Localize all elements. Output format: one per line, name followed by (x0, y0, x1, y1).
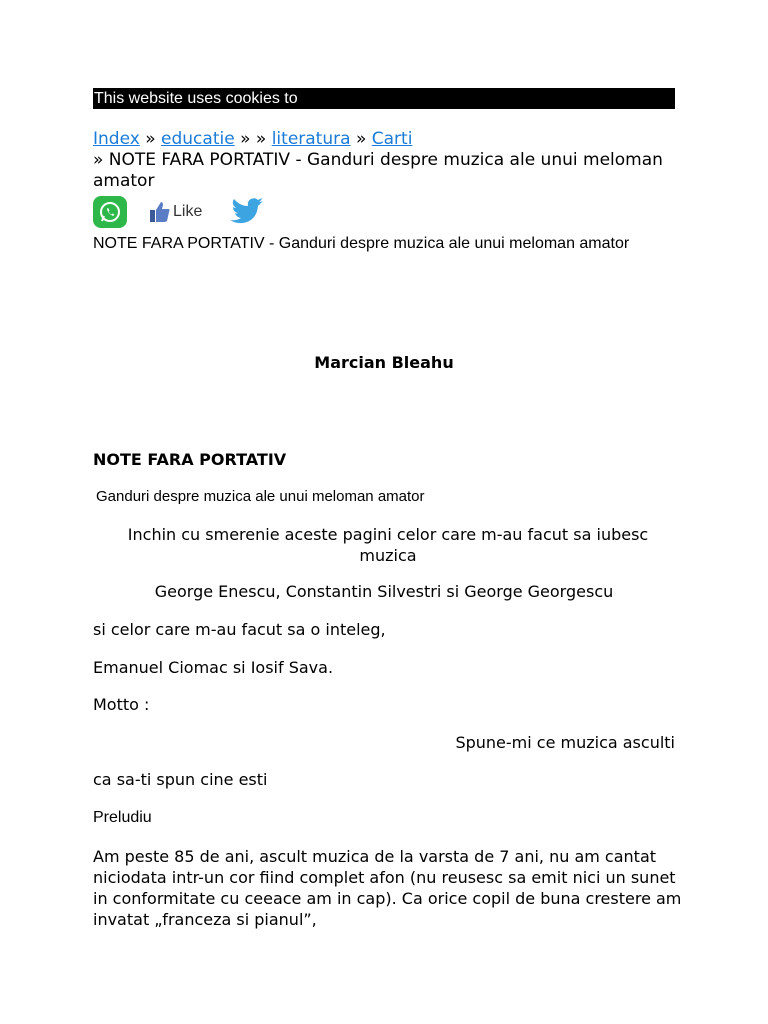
breadcrumb-link-literatura[interactable]: literatura (271, 129, 351, 149)
body-paragraph: Am peste 85 de ani, ascult muzica de la varsta de 7 ani, nu am cantat niciodata intr-un cor fiind complet afon (nu reusesc sa emit nici un sunet in conformitate cu ceeace am in cap). Ca orice copil de buna crestere am invatat „franceza si pianul”, (93, 847, 682, 929)
breadcrumb-link-educatie[interactable]: educatie (161, 129, 235, 149)
breadcrumb-link-carti[interactable]: Carti (371, 129, 413, 149)
motto-line: ca sa-ti spun cine esti (93, 770, 268, 789)
facebook-like-button[interactable] (149, 198, 207, 226)
breadcrumb-current: » NOTE FARA PORTATIV - Ganduri despre muzica ale unui meloman amator (93, 150, 663, 191)
breadcrumb-separator: » (145, 129, 156, 149)
dedication-line: Emanuel Ciomac si Iosif Sava. (93, 658, 334, 677)
dedication-names: George Enescu, Constantin Silvestri si George Georgescu (154, 582, 614, 601)
motto-label: Motto : (93, 695, 150, 714)
cookie-banner: This website uses cookies to (93, 88, 675, 109)
social-share-bar (93, 196, 267, 228)
whatsapp-icon[interactable] (93, 196, 127, 228)
breadcrumb-separator: » (255, 129, 267, 149)
like-label: Like (173, 203, 203, 220)
dedication-text: Inchin cu smerenie aceste pagini celor care m-au facut sa iubesc muzica (127, 525, 649, 565)
breadcrumb (93, 129, 675, 192)
twitter-icon[interactable] (227, 196, 267, 228)
thumbs-up-icon (149, 200, 171, 224)
dedication-line: si celor care m-au facut sa o inteleg, (93, 620, 386, 639)
breadcrumb-separator: » (355, 129, 367, 149)
document-title: NOTE FARA PORTATIV (93, 450, 287, 469)
section-heading: Preludiu (93, 809, 152, 826)
breadcrumb-separator: » (240, 129, 251, 149)
author-name: Marcian Bleahu (314, 353, 454, 372)
document-subtitle: Ganduri despre muzica ale unui meloman amator (96, 488, 425, 505)
motto-line: Spune-mi ce muzica asculti (455, 733, 675, 752)
breadcrumb-link-index[interactable]: Index (93, 129, 140, 149)
page-heading: NOTE FARA PORTATIV - Ganduri despre muzica ale unui meloman amator (93, 235, 630, 252)
